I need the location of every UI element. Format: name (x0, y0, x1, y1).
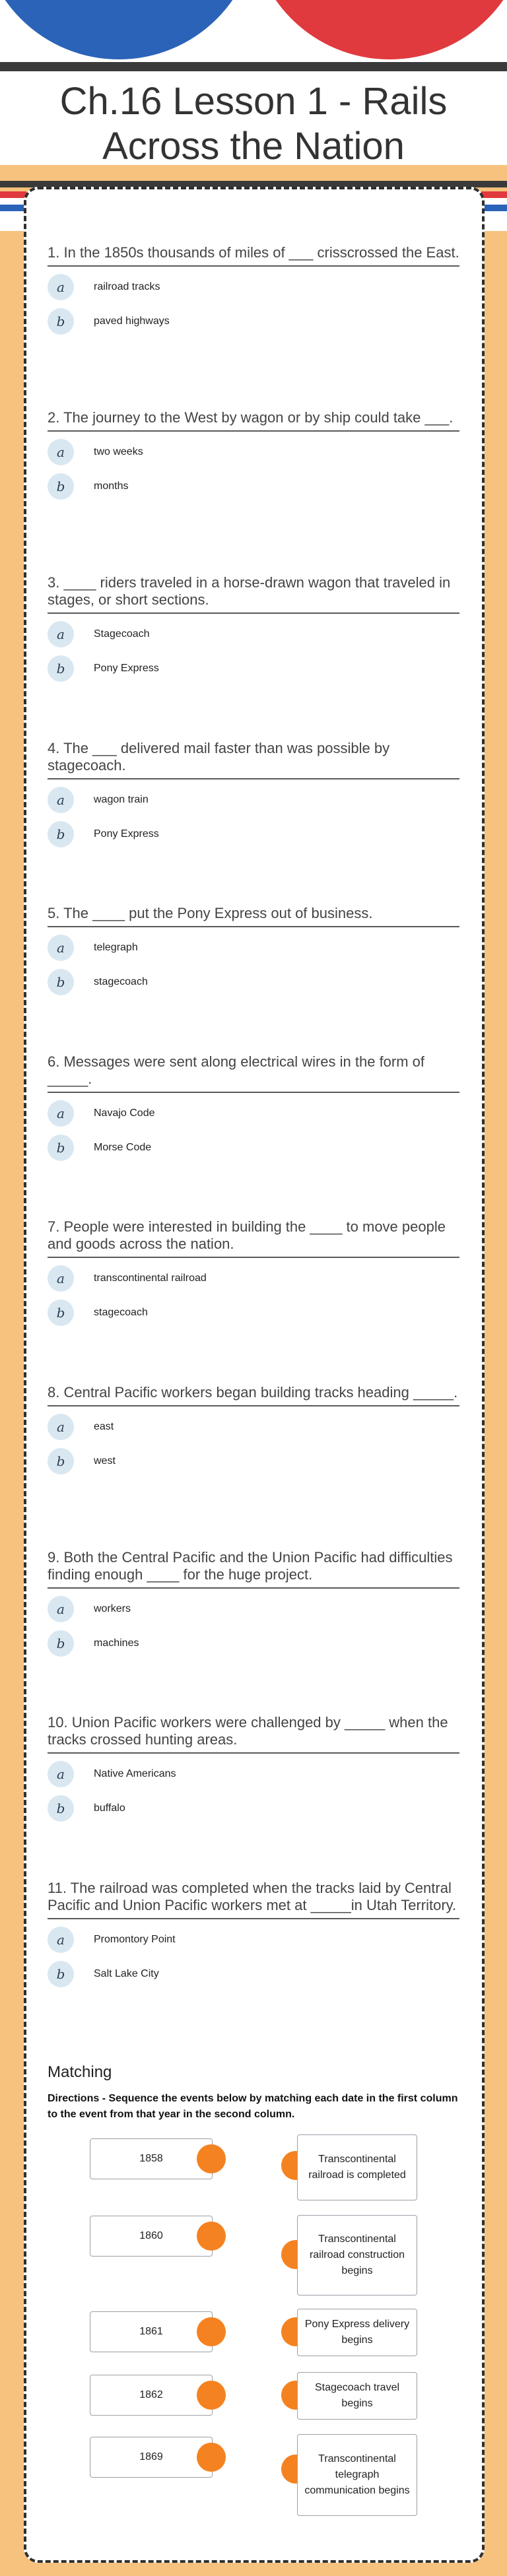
date-connector-dot[interactable] (197, 2317, 226, 2346)
option-text: telegraph (94, 942, 138, 953)
option-b[interactable] (48, 968, 459, 996)
question-text: 2. The journey to the West by wagon or by ship could take ___. (48, 409, 459, 432)
question-text: 4. The ___ delivered mail faster than was possible by stagecoach. (48, 740, 459, 779)
option-text: workers (94, 1603, 131, 1614)
page-title: Ch.16 Lesson 1 - Rails Across the Nation (59, 80, 448, 165)
question-7 (48, 1218, 459, 1327)
date-connector-dot[interactable] (197, 2144, 226, 2173)
letter-b-badge: b (48, 1630, 74, 1657)
matching-title: Matching (48, 2063, 112, 2081)
option-text: Salt Lake City (94, 1968, 159, 1979)
event-box: Transcontinental telegraph communication begins (297, 2434, 417, 2516)
option-a[interactable] (48, 1100, 459, 1127)
date-box: 1860 (90, 2216, 213, 2257)
worksheet-card (24, 187, 485, 2563)
option-a[interactable] (48, 620, 459, 648)
option-a[interactable] (48, 1760, 459, 1788)
option-b[interactable] (48, 1960, 459, 1988)
event-box: Stagecoach travel begins (297, 2372, 417, 2420)
option-text: east (94, 1421, 114, 1432)
date-box: 1862 (90, 2375, 213, 2416)
question-3 (48, 574, 459, 682)
letter-a-badge: a (48, 787, 74, 813)
event-box: Transcontinental railroad is completed (297, 2134, 417, 2200)
question-8 (48, 1384, 459, 1475)
letter-b-badge: b (48, 473, 74, 500)
date-box: 1858 (90, 2138, 213, 2179)
letter-a-badge: a (48, 1100, 74, 1127)
date-connector-dot[interactable] (197, 2381, 226, 2410)
letter-b-badge: b (48, 308, 74, 335)
letter-a-badge: a (48, 1265, 74, 1292)
question-text: 5. The ____ put the Pony Express out of business. (48, 905, 459, 927)
option-a[interactable] (48, 1926, 459, 1954)
date-box: 1869 (90, 2437, 213, 2478)
option-text: Pony Express (94, 663, 159, 674)
letter-a-badge: a (48, 274, 74, 300)
option-text: two weeks (94, 446, 143, 457)
question-text: 10. Union Pacific workers were challenged by _____ when the tracks crossed hunting areas. (48, 1714, 459, 1754)
option-a[interactable] (48, 786, 459, 814)
option-text: wagon train (94, 794, 149, 805)
option-b[interactable] (48, 308, 459, 335)
option-b[interactable] (48, 1630, 459, 1657)
option-text: Native Americans (94, 1768, 176, 1779)
letter-b-badge: b (48, 1300, 74, 1326)
letter-b-badge: b (48, 1135, 74, 1161)
question-9 (48, 1549, 459, 1657)
option-b[interactable] (48, 655, 459, 682)
date-connector-dot[interactable] (197, 2443, 226, 2472)
option-text: machines (94, 1637, 139, 1649)
option-text: months (94, 480, 129, 492)
event-box: Transcontinental railroad construction begins (297, 2215, 417, 2295)
option-a[interactable] (48, 1413, 459, 1441)
blue-pennant-icon (119, 48, 132, 57)
option-a[interactable] (48, 934, 459, 962)
option-text: Morse Code (94, 1142, 152, 1153)
flag-stripes-right (481, 191, 507, 231)
option-text: buffalo (94, 1802, 125, 1814)
option-text: railroad tracks (94, 281, 160, 292)
question-5 (48, 905, 459, 996)
letter-b-badge: b (48, 655, 74, 682)
option-text: Navajo Code (94, 1107, 155, 1119)
option-b[interactable] (48, 820, 459, 848)
option-a[interactable] (48, 438, 459, 466)
option-a[interactable] (48, 273, 459, 301)
letter-b-badge: b (48, 1795, 74, 1822)
header-stripe (0, 62, 507, 71)
question-6 (48, 1053, 459, 1162)
option-b[interactable] (48, 1134, 459, 1162)
option-b[interactable] (48, 1795, 459, 1822)
question-text: 8. Central Pacific workers began building tracks heading _____. (48, 1384, 459, 1406)
option-b[interactable] (48, 473, 459, 500)
question-10 (48, 1714, 459, 1822)
question-11 (48, 1880, 459, 1988)
letter-a-badge: a (48, 1414, 74, 1440)
letter-a-badge: a (48, 935, 74, 961)
question-1 (48, 244, 459, 335)
question-text: 7. People were interested in building the ____ to move people and goods across the nation. (48, 1218, 459, 1258)
letter-a-badge: a (48, 1761, 74, 1787)
question-4 (48, 740, 459, 848)
option-b[interactable] (48, 1299, 459, 1327)
date-box: 1861 (90, 2311, 213, 2352)
letter-a-badge: a (48, 1596, 74, 1622)
flag-stripes-left (0, 191, 26, 231)
question-text: 11. The railroad was completed when the tracks laid by Central Pacific and Union Pacific workers met at _____in Utah Territory. (48, 1880, 459, 1919)
letter-b-badge: b (48, 821, 74, 847)
question-2 (48, 409, 459, 500)
option-a[interactable] (48, 1265, 459, 1292)
option-text: west (94, 1455, 116, 1467)
option-text: stagecoach (94, 976, 148, 987)
matching-directions: Directions - Sequence the events below by matching each date in the first column to the event from that year in the second column. (48, 2093, 458, 2120)
letter-a-badge: a (48, 1927, 74, 1953)
option-text: paved highways (94, 315, 170, 327)
letter-b-badge: b (48, 1448, 74, 1474)
option-text: Promontory Point (94, 1934, 176, 1945)
red-pennant-icon (373, 48, 386, 57)
letter-b-badge: b (48, 969, 74, 995)
header-banner (0, 0, 507, 165)
option-b[interactable] (48, 1447, 459, 1475)
letter-a-badge: a (48, 439, 74, 465)
letter-b-badge: b (48, 1961, 74, 1987)
question-text: 9. Both the Central Pacific and the Union Pacific had difficulties finding enough ____ for the huge project. (48, 1549, 459, 1589)
option-text: Stagecoach (94, 628, 150, 640)
question-text: 6. Messages were sent along electrical wires in the form of _____. (48, 1053, 459, 1093)
question-text: 3. ____ riders traveled in a horse-drawn wagon that traveled in stages, or short sections. (48, 574, 459, 614)
option-text: stagecoach (94, 1307, 148, 1318)
letter-a-badge: a (48, 621, 74, 647)
event-box: Pony Express delivery begins (297, 2309, 417, 2356)
question-text: 1. In the 1850s thousands of miles of ___ crisscrossed the East. (48, 244, 459, 267)
option-text: Pony Express (94, 828, 159, 840)
option-a[interactable] (48, 1595, 459, 1623)
date-connector-dot[interactable] (197, 2222, 226, 2251)
option-text: transcontinental railroad (94, 1272, 207, 1284)
